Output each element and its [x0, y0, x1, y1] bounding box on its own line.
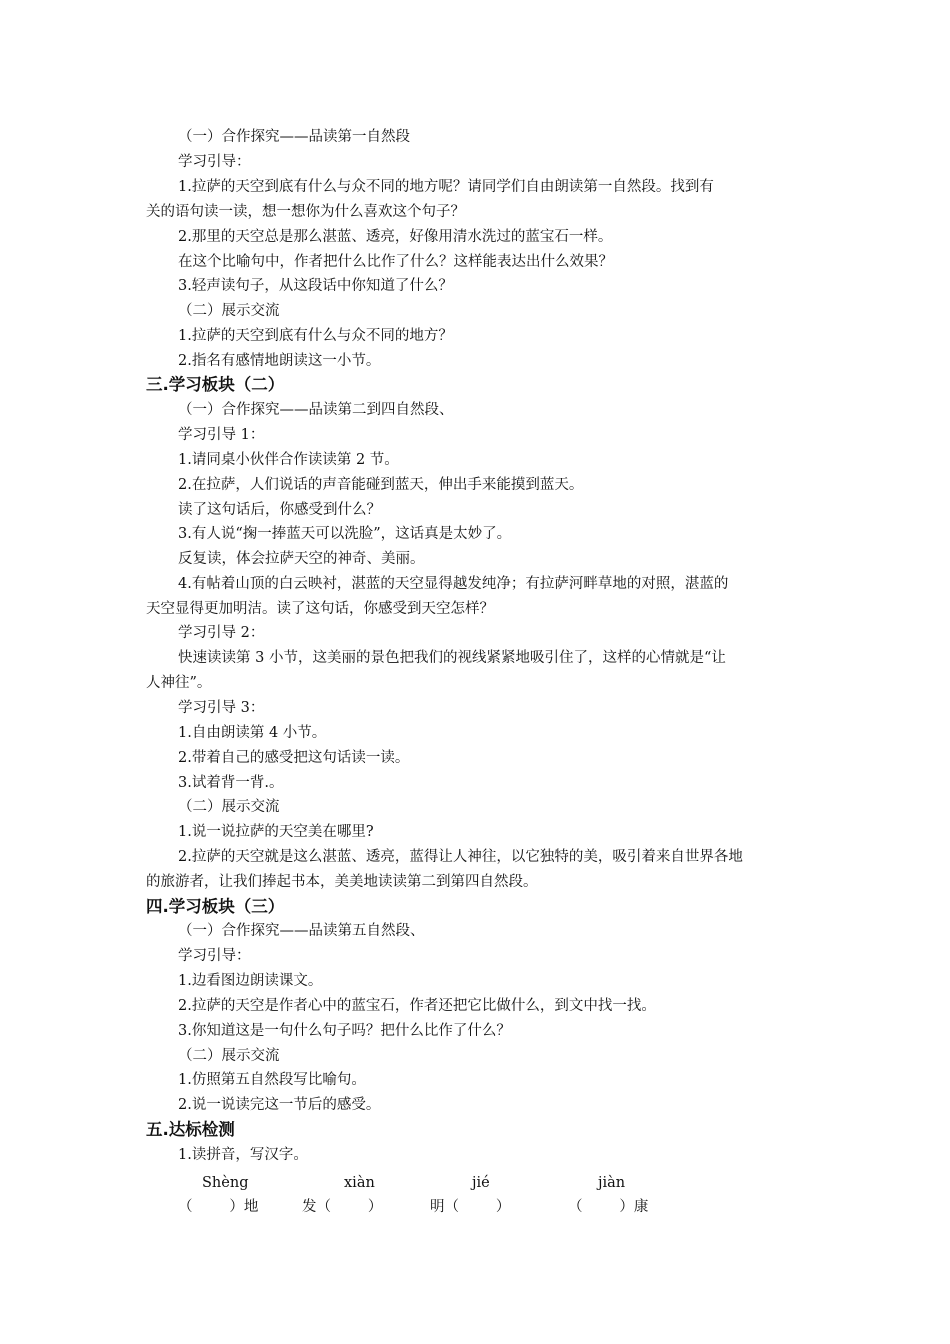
pinyin-label: jiàn [598, 1175, 626, 1191]
paragraph-line: 快速读读第 3 小节，这美丽的景色把我们的视线紧紧地吸引住了，这样的心情就是“让 [178, 650, 726, 666]
paragraph-line: 4.有帖着山顶的白云映衬，湛蓝的天空显得越发纯净；有拉萨河畔草地的对照，湛蓝的 [178, 576, 729, 592]
paragraph-line: 1.边看图边朗读课文。 [178, 973, 323, 989]
paragraph-line: 1.说一说拉萨的天空美在哪里? [178, 824, 374, 840]
pinyin-label: Shèng [202, 1175, 249, 1191]
pinyin-label: xiàn [344, 1175, 375, 1191]
paragraph-line: 2.带着自己的感受把这句话读一读。 [178, 750, 410, 766]
paragraph-line: 1.读拼音，写汉字。 [178, 1147, 308, 1163]
guide-label: 学习引导 1： [178, 427, 265, 443]
paragraph-line: 1.自由朗读第 4 小节。 [178, 725, 327, 741]
section-heading: 四.学习板块（三） [146, 897, 285, 916]
paragraph-line: 3.轻声读句子，从这段话中你知道了什么？ [178, 278, 453, 294]
paragraph-line: 1.拉萨的天空到底有什么与众不同的地方？ [178, 328, 453, 344]
guide-label: 学习引导 3： [178, 700, 265, 716]
guide-label: 学习引导： [178, 948, 251, 964]
fill-blank[interactable]: （ ）地 [178, 1199, 259, 1215]
section-heading: 五.达标检测 [146, 1120, 235, 1139]
subsection-title: （一）合作探究——品读第五自然段、 [178, 923, 425, 939]
paragraph-line: 2.那里的天空总是那么湛蓝、透亮，好像用清水洗过的蓝宝石一样。 [178, 229, 613, 245]
fill-blank[interactable]: （ ）康 [568, 1199, 649, 1215]
pinyin-label: jié [472, 1175, 490, 1191]
paragraph-line: 天空显得更加明洁。读了这句话，你感受到天空怎样？ [146, 601, 494, 617]
paragraph-line: 人神往”。 [146, 675, 212, 691]
paragraph-line: 的旅游者，让我们捧起书本，美美地读读第二到第四自然段。 [146, 874, 538, 890]
subsection-title: （二）展示交流 [178, 1048, 280, 1064]
paragraph-line: 在这个比喻句中，作者把什么比作了什么？这样能表达出什么效果？ [178, 254, 613, 270]
subsection-title: （二）展示交流 [178, 303, 280, 319]
paragraph-line: 关的语句读一读，想一想你为什么喜欢这个句子？ [146, 204, 465, 220]
subsection-title: （一）合作探究——品读第一自然段 [178, 129, 410, 145]
paragraph-line: 3.有人说“掬一捧蓝天可以洗脸”，这话真是太妙了。 [178, 526, 512, 542]
fill-blank[interactable]: 发（ ） [302, 1199, 383, 1215]
paragraph-line: 2.拉萨的天空就是这么湛蓝、透亮，蓝得让人神往，以它独特的美，吸引着来自世界各地 [178, 849, 743, 865]
guide-label: 学习引导： [178, 154, 251, 170]
paragraph-line: 2.在拉萨，人们说话的声音能碰到蓝天，伸出手来能摸到蓝天。 [178, 477, 584, 493]
paragraph-line: 3.试着背一背.。 [178, 775, 284, 791]
subsection-title: （一）合作探究——品读第二到四自然段、 [178, 402, 454, 418]
paragraph-line: 1.仿照第五自然段写比喻句。 [178, 1072, 366, 1088]
paragraph-line: 读了这句话后，你感受到什么？ [178, 502, 381, 518]
guide-label: 学习引导 2： [178, 625, 265, 641]
paragraph-line: 2.指名有感情地朗读这一小节。 [178, 353, 381, 369]
section-heading: 三.学习板块（二） [146, 375, 285, 394]
paragraph-line: 1.请同桌小伙伴合作读读第 2 节。 [178, 452, 399, 468]
paragraph-line: 2.拉萨的天空是作者心中的蓝宝石，作者还把它比做什么，到文中找一找。 [178, 998, 656, 1014]
subsection-title: （二）展示交流 [178, 799, 280, 815]
paragraph-line: 2.说一说读完这一节后的感受。 [178, 1097, 381, 1113]
paragraph-line: 反复读，体会拉萨天空的神奇、美丽。 [178, 551, 425, 567]
fill-blank[interactable]: 明（ ） [430, 1199, 511, 1215]
paragraph-line: 3.你知道这是一句什么句子吗？把什么比作了什么？ [178, 1023, 511, 1039]
paragraph-line: 1.拉萨的天空到底有什么与众不同的地方呢？请同学们自由朗读第一自然段。找到有 [178, 179, 714, 195]
